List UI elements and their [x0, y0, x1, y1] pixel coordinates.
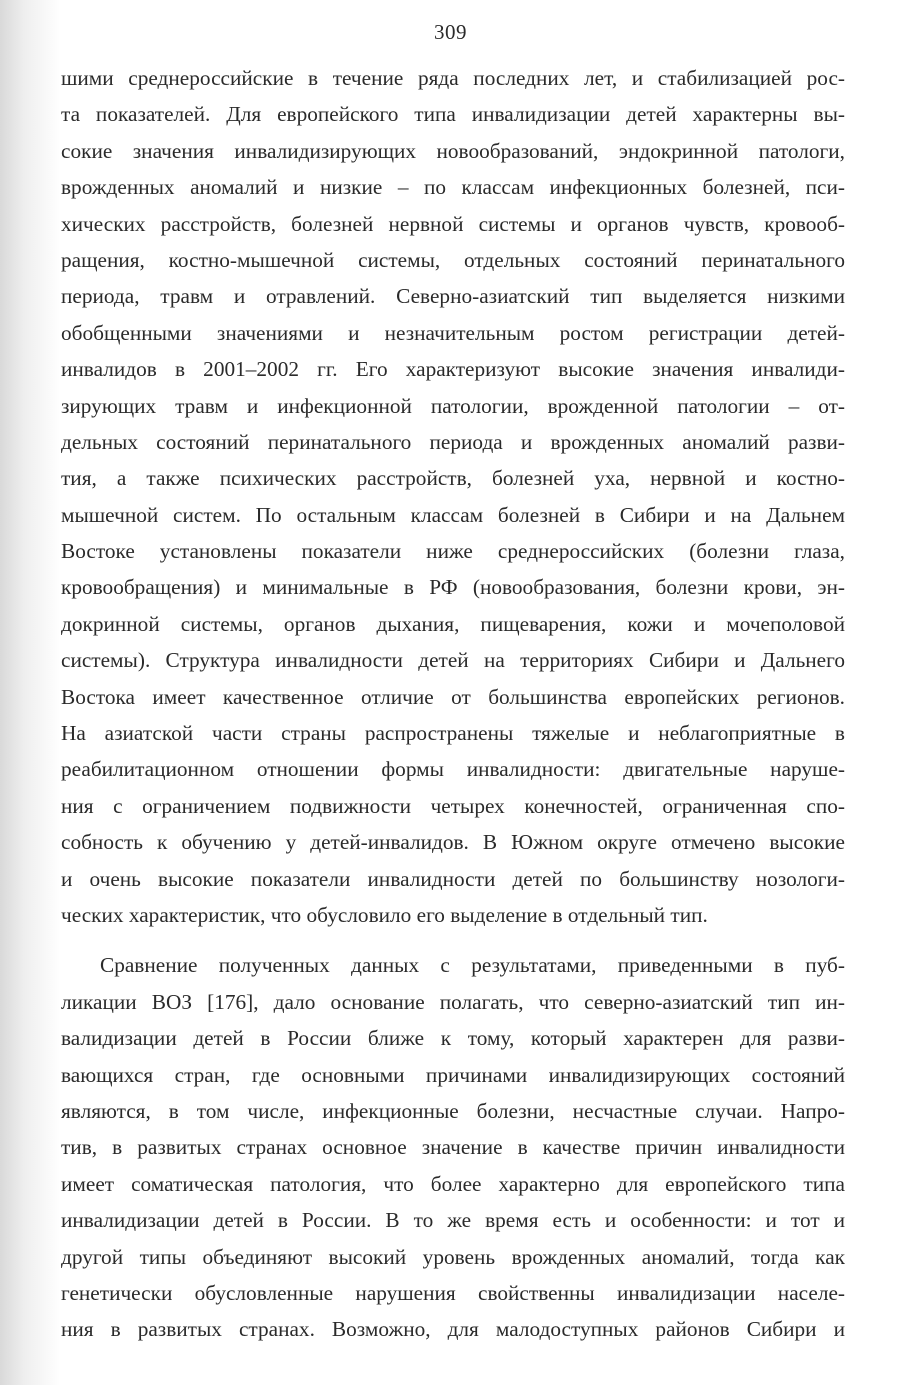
text-line: собность к обучению у детей-инвалидов. В Южном округе отмечено высокие: [61, 830, 845, 855]
text-line: и очень высокие показатели инвалидности детей по большинству нозологи-: [61, 866, 845, 891]
text-line: зирующих травм и инфекционной патологии, врожденной патологии – от-: [61, 393, 845, 418]
text-line: ликации ВОЗ [176], дало основание полагать, что северно-азиатский тип ин-: [61, 989, 845, 1014]
text-line: ния в развитых странах. Возможно, для малодоступных районов Сибири и: [61, 1317, 845, 1342]
text-line: хических расстройств, болезней нервной системы и органов чувств, кровооб-: [61, 211, 845, 236]
text-line: инвалидизации детей в России. В то же время есть и особенности: и тот и: [61, 1208, 845, 1233]
text-line: шими среднероссийские в течение ряда последних лет, и стабилизацией рос-: [61, 66, 845, 90]
text-line: вающихся стран, где основными причинами инвалидизирующих состояний: [61, 1062, 845, 1087]
text-line: системы). Структура инвалидности детей на территориях Сибири и Дальнего: [61, 648, 845, 673]
text-line: та показателей. Для европейского типа инвалидизации детей характерны вы-: [61, 102, 845, 127]
page-gutter-shadow: [0, 0, 60, 1385]
text-line: реабилитационном отношении формы инвалидности: двигательные наруше-: [61, 757, 845, 782]
paragraph-gap: [61, 933, 845, 947]
text-line: врожденных аномалий и низкие – по классам инфекционных болезней, пси-: [61, 175, 845, 200]
text-line: другой типы объединяют высокий уровень врожденных аномалий, тогда как: [61, 1244, 845, 1269]
text-line: инвалидов в 2001–2002 гг. Его характеризуют высокие значения инвалиди-: [61, 357, 845, 382]
text-line: тия, а также психических расстройств, болезней уха, нервной и костно-: [61, 466, 845, 491]
text-line: тив, в развитых странах основное значение в качестве причин инвалидности: [61, 1135, 845, 1160]
text-line: являются, в том числе, инфекционные болезни, несчастные случаи. Напро-: [61, 1098, 845, 1123]
paragraph-1: [61, 60, 845, 933]
text-line: Востоке установлены показатели ниже среднероссийских (болезни глаза,: [61, 539, 845, 564]
text-line: ния с ограничением подвижности четырех конечностей, ограниченная спо-: [61, 793, 845, 818]
text-line: ращения, костно-мышечной системы, отдельных состояний перинатального: [61, 247, 845, 272]
text-line: имеет соматическая патология, что более характерно для европейского типа: [61, 1171, 845, 1196]
page-number: 309: [434, 20, 467, 44]
paragraph-2: [61, 947, 845, 1347]
text-line: кровообращения) и минимальные в РФ (новообразования, болезни крови, эн-: [61, 575, 845, 600]
text-line: генетически обусловленные нарушения свойственны инвалидизации населе-: [61, 1280, 845, 1305]
text-line: На азиатской части страны распространены тяжелые и неблагоприятные в: [61, 721, 845, 746]
text-line: Востока имеет качественное отличие от большинства европейских регионов.: [61, 684, 845, 709]
text-line: ческих характеристик, что обусловило его выделение в отдельный тип.: [61, 902, 708, 927]
text-line: валидизации детей в России ближе к тому, который характерен для разви-: [61, 1026, 845, 1051]
text-line: докринной системы, органов дыхания, пищеварения, кожи и мочеполовой: [61, 611, 845, 636]
text-line: мышечной систем. По остальным классам болезней в Сибири и на Дальнем: [61, 502, 845, 527]
text-line: сокие значения инвалидизирующих новообразований, эндокринной патологи,: [61, 138, 845, 163]
text-line: обобщенными значениями и незначительным ростом регистрации детей-: [61, 320, 845, 345]
page-body: [61, 60, 845, 1348]
text-line: Сравнение полученных данных с результатами, приведенными в пуб-: [100, 953, 845, 978]
text-line: периода, травм и отравлений. Северно-азиатский тип выделяется низкими: [61, 284, 845, 309]
text-line: дельных состояний перинатального периода и врожденных аномалий разви-: [61, 429, 845, 454]
